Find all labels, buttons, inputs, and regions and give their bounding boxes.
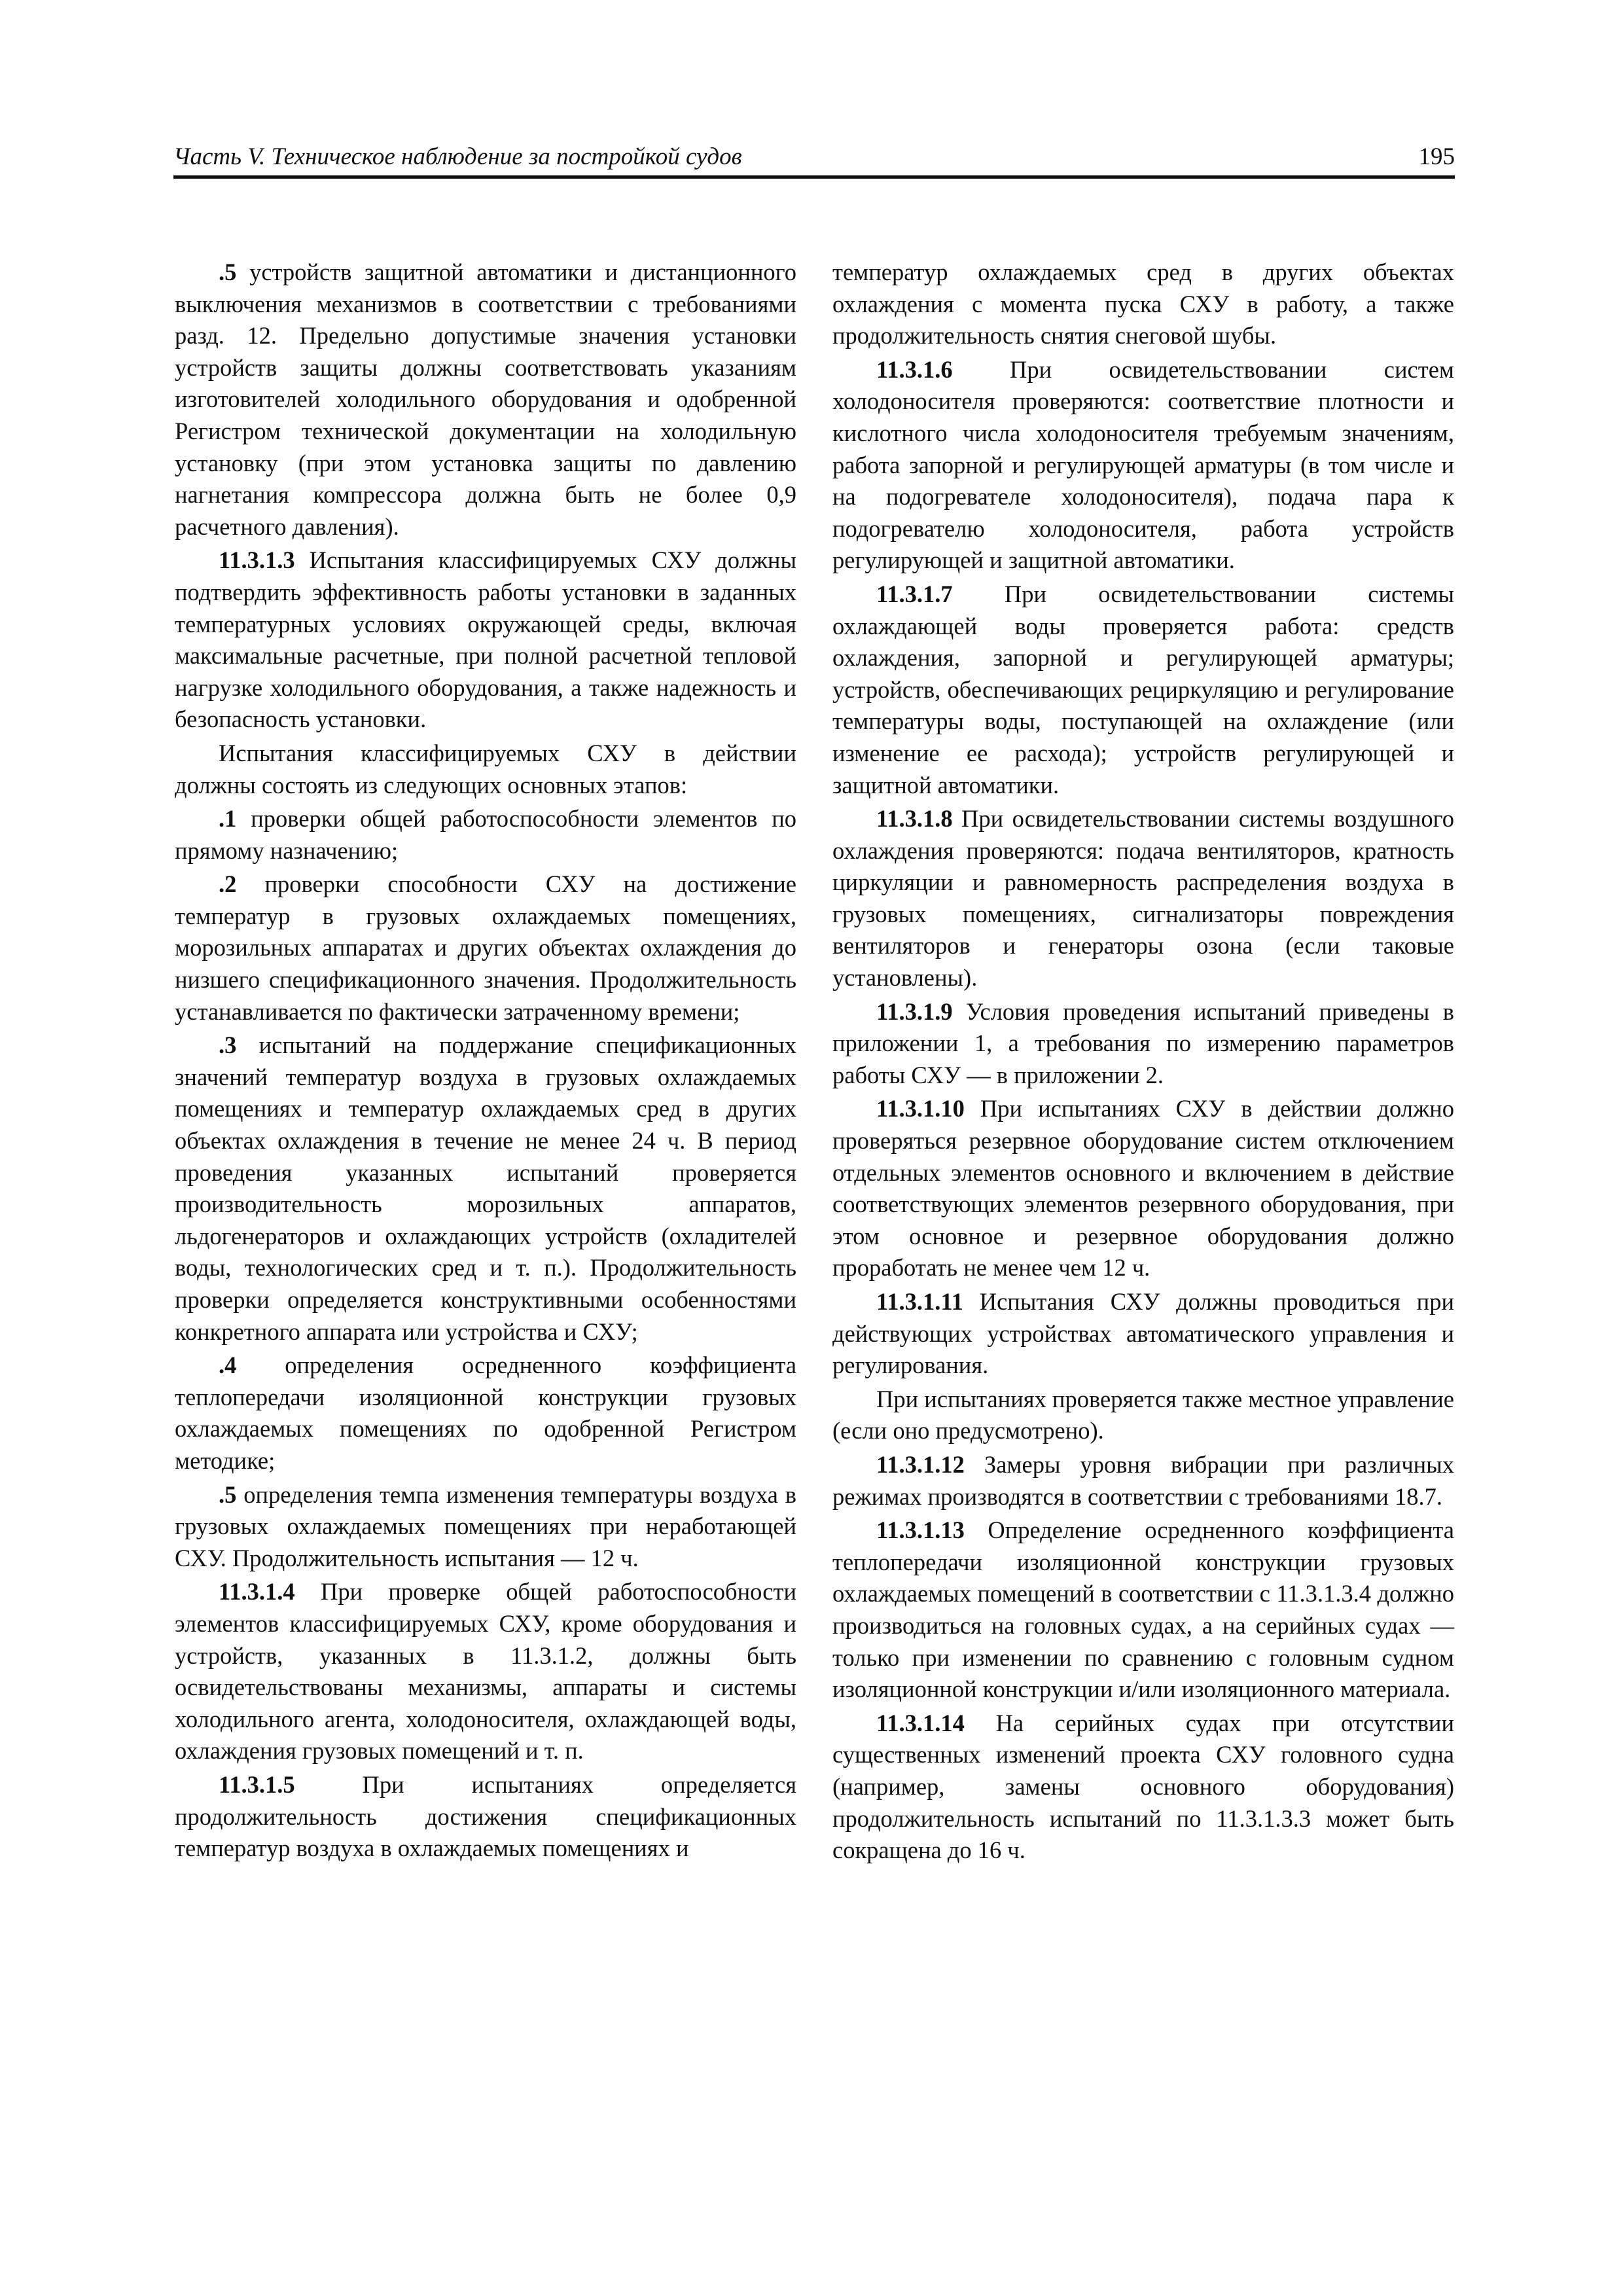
left-column xyxy=(175,257,796,1865)
clause-number: 11.3.1.11 xyxy=(876,1288,963,1315)
clause-number: .5 xyxy=(219,259,237,285)
running-header xyxy=(173,143,1455,179)
clause-number: 11.3.1.4 xyxy=(219,1578,295,1605)
clause-number: 11.3.1.12 xyxy=(876,1450,965,1478)
paragraph xyxy=(832,257,1454,352)
clause-number: 11.3.1.8 xyxy=(876,805,953,833)
paragraph-text: Условия проведения испытаний приведены в приложении 1, а требования по измерению параметров работы СХУ — в приложении 2. xyxy=(832,997,1454,1088)
clause-number: 11.3.1.5 xyxy=(219,1770,295,1798)
header-title: Часть V. Техническое наблюдение за постройкой судов xyxy=(173,143,742,170)
paragraph xyxy=(175,1576,796,1767)
clause-number: 11.3.1.13 xyxy=(876,1516,965,1544)
clause-number: .2 xyxy=(219,870,237,898)
paragraph xyxy=(832,1286,1454,1382)
paragraph-text: Испытания СХУ должны проводиться при действующих устройствах автоматического управления и регулирования. xyxy=(832,1288,1454,1379)
paragraph xyxy=(832,1384,1454,1447)
clause-number: 11.3.1.7 xyxy=(876,580,953,607)
page-number: 195 xyxy=(1418,143,1455,170)
paragraph-text: Определение осредненного коэффициента теплопередачи изоляционной конструкции грузовых охлаждаемых помещений в соответствии с 11.3.1.3.4 должно производиться на головных судах, а на серийных судах — только при изменении по сравнению с головным судном изоляционной конструкции и/или изоляционного материала. xyxy=(832,1516,1454,1703)
paragraph-text: При испытаниях СХУ в действии должно проверяться резервное оборудование систем отключением отдельных элементов основного и включением в действие соответствующих элементов резервного оборудования, при этом основное и резервное оборудования должно проработать не менее чем 12 ч. xyxy=(832,1095,1454,1282)
paragraph xyxy=(832,1515,1454,1706)
paragraph-text: испытаний на поддержание спецификационных значений температур воздуха в грузовых охлаждаемых помещениях и температур охлаждаемых сред в других объектах охлаждения в течение не менее 24 ч. В период проведения указанных испытаний проверяется производительность морозильных аппаратов, льдогенераторов и охлаждающих устройств (охладителей воды, технологических сред и т. п.). Продолжительность проверки определяется конструктивными особенностями конкретного аппарата или устройства и СХУ; xyxy=(175,1031,796,1345)
paragraph xyxy=(175,803,796,867)
paragraph-text: определения темпа изменения температуры воздуха в грузовых охлаждаемых помещениях при неработающей СХУ. Продолжительность испытания — 12 ч. xyxy=(175,1480,796,1571)
paragraph-text: Испытания классифицируемых СХУ в действии должны состоять из следующих основных этапов: xyxy=(175,739,796,798)
clause-number: 11.3.1.3 xyxy=(219,547,295,574)
paragraph xyxy=(175,1769,796,1865)
paragraph-text: При освидетельствовании систем холодоносителя проверяются: соответствие плотности и кислотного числа холодоносителя требуемым значениям, работа запорной и регулирующей арматуры (в том числе и на подогревателе холодоносителя), подача пара к подогревателю холодоносителя, работа устройств регулирующей и защитной автоматики. xyxy=(832,355,1454,574)
clause-number: 11.3.1.6 xyxy=(876,355,953,383)
paragraph-text: При проверке общей работоспособности элементов классифицируемых СХУ, кроме оборудования и устройств, указанных в 11.3.1.2, должны быть освидетельствованы механизмы, аппараты и системы холодильного агента, холодоносителя, охлаждающей воды, охлаждения грузовых помещений и т. п. xyxy=(175,1578,796,1765)
paragraph xyxy=(832,1093,1454,1284)
paragraph xyxy=(832,579,1454,801)
clause-number: .3 xyxy=(219,1031,237,1059)
clause-number: .4 xyxy=(219,1352,237,1379)
clause-number: .5 xyxy=(219,1480,237,1508)
clause-number: .1 xyxy=(219,805,237,833)
paragraph-text: При испытаниях проверяется также местное управление (если оно предусмотрено). xyxy=(832,1385,1454,1444)
right-column xyxy=(832,257,1454,1867)
paragraph-text: Испытания классифицируемых СХУ должны подтвердить эффективность работы установки в заданных температурных условиях окружающей среды, включая максимальные расчетные, при полной расчетной тепловой нагрузке холодильного оборудования, а также надежность и безопасность установки. xyxy=(175,547,796,733)
paragraph-text: проверки общей работоспособности элементов по прямому назначению; xyxy=(175,805,796,864)
paragraph xyxy=(175,1030,796,1348)
paragraph-text: Замеры уровня вибрации при различных режимах производятся в соответствии с требованиями 18.7. xyxy=(832,1450,1454,1510)
paragraph xyxy=(175,738,796,801)
paragraph-text: При освидетельствовании системы воздушного охлаждения проверяются: подача вентиляторов, кратность циркуляции и равномерность распределения воздуха в грузовых помещениях, сигнализаторы повреждения вентиляторов и генераторы озона (если таковые установлены). xyxy=(832,805,1454,992)
paragraph xyxy=(832,1449,1454,1513)
paragraph-text: проверки способности СХУ на достижение температур в грузовых охлаждаемых помещениях, морозильных аппаратах и других объектах охлаждения до низшего спецификационного значения. Продолжительность устанавливается по фактически затраченному времени; xyxy=(175,870,796,1025)
paragraph-text: При испытаниях определяется продолжительность достижения спецификационных температур воздуха в охлаждаемых помещениях и xyxy=(175,1770,796,1862)
paragraph xyxy=(175,1479,796,1575)
paragraph xyxy=(175,1350,796,1477)
paragraph xyxy=(832,1708,1454,1867)
paragraph-text: определения осредненного коэффициента теплопередачи изоляционной конструкции грузовых охлаждаемых помещениях по одобренной Регистром методике; xyxy=(175,1352,796,1474)
paragraph xyxy=(175,869,796,1028)
clause-number: 11.3.1.9 xyxy=(876,997,953,1025)
paragraph-text: температур охлаждаемых сред в других объектах охлаждения с момента пуска СХУ в работу, а также продолжительность снятия снеговой шубы. xyxy=(832,259,1454,350)
header-rule xyxy=(173,175,1455,179)
paragraph-text: При освидетельствовании системы охлаждающей воды проверяется работа: средств охлаждения, запорной и регулирующей арматуры; устройств, обеспечивающих рециркуляцию и регулирование температуры воды, поступающей на охлаждение (или изменение ее расхода); устройств регулирующей и защитной автоматики. xyxy=(832,580,1454,798)
clause-number: 11.3.1.14 xyxy=(876,1709,965,1736)
paragraph xyxy=(175,545,796,736)
paragraph xyxy=(832,354,1454,577)
paragraph-text: устройств защитной автоматики и дистанционного выключения механизмов в соответствии с требованиями разд. 12. Предельно допустимые значения установки устройств защиты должны соответствовать указаниям изготовителей холодильного оборудования и одобренной Регистром технической документации на холодильную установку (при этом установка защиты по давлению нагнетания компрессора должна быть не более 0,9 расчетного давления). xyxy=(175,259,796,540)
paragraph xyxy=(175,257,796,543)
paragraph xyxy=(832,803,1454,994)
clause-number: 11.3.1.10 xyxy=(876,1095,965,1122)
paragraph-text: На серийных судах при отсутствии существенных изменений проекта СХУ головного судна (например, замены основного оборудования) продолжительность испытаний по 11.3.1.3.3 может быть сокращена до 16 ч. xyxy=(832,1709,1454,1864)
paragraph xyxy=(832,996,1454,1092)
